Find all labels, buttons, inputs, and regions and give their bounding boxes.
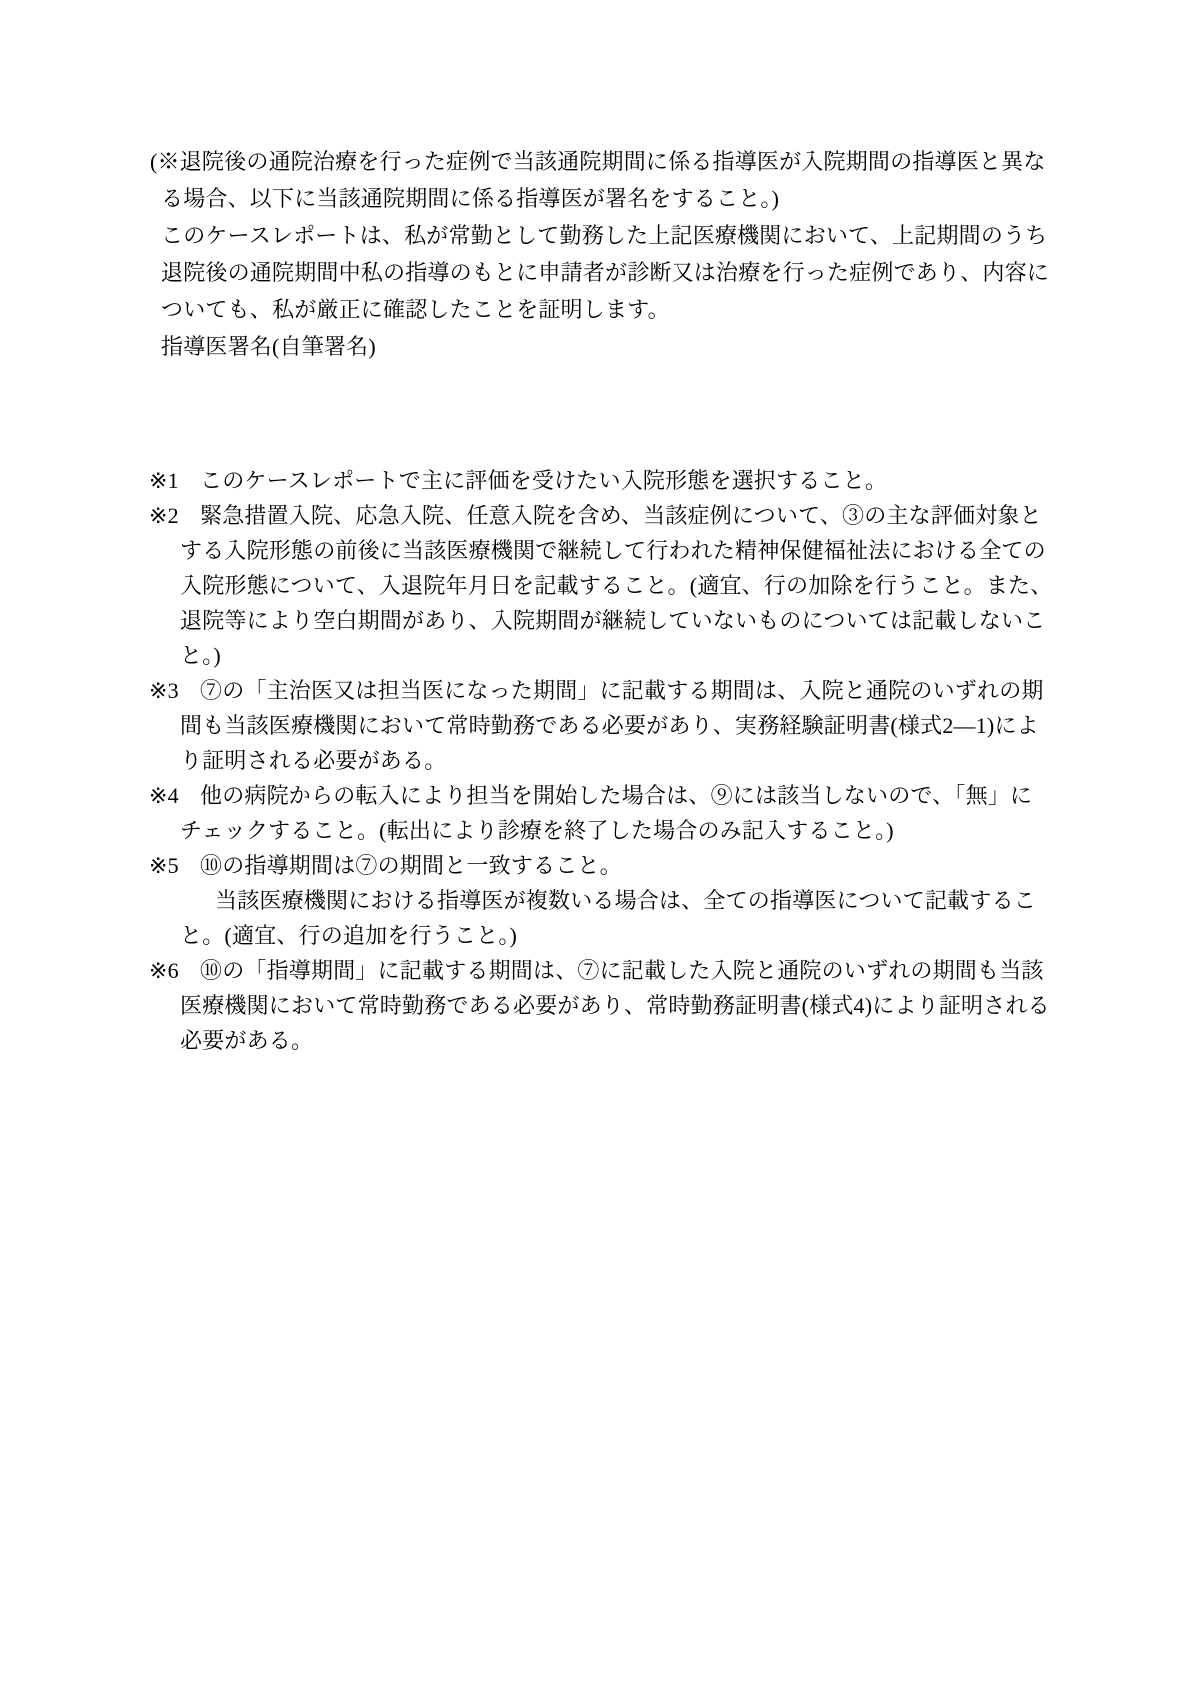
note-2-continuation: する入院形態の前後に当該医療機関で継続して行われた精神保健福祉法における全ての — [180, 538, 1046, 563]
note-text: 緊急措置入院、応急入院、任意入院を含め、当該症例について、③の主な評価対象と — [200, 503, 1042, 528]
note-5-line — [0, 848, 1181, 883]
note-6-marker: ※6 — [149, 958, 179, 983]
note-text: ⑩の「指導期間」に記載する期間は、⑦に記載した入院と通院のいずれの期間も当該 — [200, 958, 1044, 983]
note-5-continuation: と。(適宜、行の追加を行うこと。) — [180, 923, 518, 948]
footnotes-block — [0, 463, 1181, 1058]
note-4-continuation: チェックすること。(転出により診療を終了した場合のみ記入すること。) — [180, 818, 894, 843]
certificate-line: る場合、以下に当該通院期間に係る指導医が署名をすること。) — [161, 186, 780, 211]
note-2-continuation: 入院形態について、入退院年月日を記載すること。(適宜、行の加除を行うこと。また、 — [180, 573, 1053, 598]
certificate-line: (※退院後の通院治療を行った症例で当該通院期間に係る指導医が入院期間の指導医と異な — [150, 149, 1046, 174]
note-text: ⑦の「主治医又は担当医になった期間」に記載する期間は、入院と通院のいずれの期 — [200, 678, 1044, 703]
supervisor-signature-label: 指導医署名(自筆署名) — [161, 334, 376, 359]
note-4-line — [0, 778, 1181, 813]
note-3-marker: ※3 — [149, 678, 179, 703]
note-2-line — [0, 498, 1181, 533]
note-3-continuation: 間も当該医療機関において常時勤務である必要があり、実務経験証明書(様式2—1)によ — [180, 713, 1039, 738]
note-6-line — [0, 953, 1181, 988]
note-5-marker: ※5 — [149, 853, 179, 878]
note-4-marker: ※4 — [149, 783, 179, 808]
note-6-continuation: 必要がある。 — [180, 1028, 314, 1053]
note-3-line — [0, 673, 1181, 708]
note-text: ⑩の指導期間は⑦の期間と一致すること。 — [200, 853, 622, 878]
certificate-line: 退院後の通院期間中私の指導のもとに申請者が診断又は治療を行った症例であり、内容に — [161, 260, 1050, 285]
note-text: 他の病院からの転入により担当を開始した場合は、⑨には該当しないので、「無」に — [200, 783, 1033, 808]
note-2-marker: ※2 — [149, 503, 179, 528]
note-5-continuation: 当該医療機関における指導医が複数いる場合は、全ての指導医について記載するこ — [215, 888, 1036, 913]
note-1-marker: ※1 — [149, 468, 179, 493]
note-1-line — [0, 463, 1181, 498]
note-2-continuation: 退院等により空白期間があり、入院期間が継続していないものについては記載しないこ — [180, 608, 1046, 633]
certificate-line: ついても、私が厳正に確認したことを証明します。 — [161, 297, 670, 322]
note-3-continuation: り証明される必要がある。 — [180, 748, 447, 773]
note-6-continuation: 医療機関において常時勤務である必要があり、常時勤務証明書(様式4)により証明される — [180, 993, 1050, 1018]
note-2-continuation: と。) — [180, 643, 221, 668]
certificate-line: このケースレポートは、私が常勤として勤務した上記医療機関において、上記期間のうち — [161, 223, 1048, 248]
certificate-statement-block — [0, 143, 1181, 365]
note-text: このケースレポートで主に評価を受けたい入院形態を選択すること。 — [200, 468, 888, 493]
